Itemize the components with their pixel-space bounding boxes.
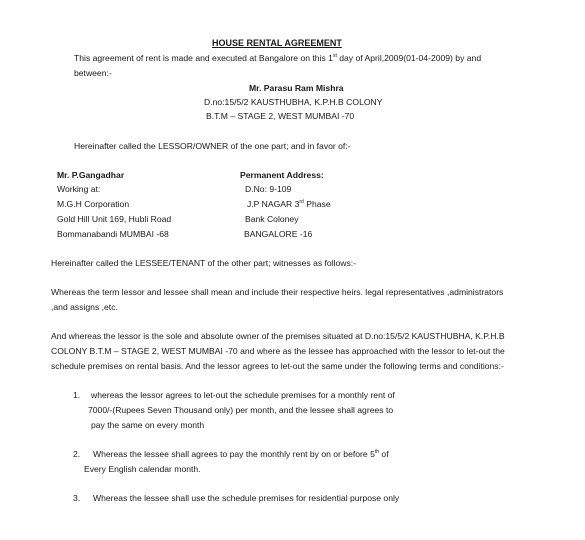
intro-line-1 (74, 53, 481, 64)
term-2-line-1a: Whereas the lessee shall agrees to pay the monthly rent by on or before 5 (93, 449, 375, 459)
lessor-called-text: Hereinafter called the LESSOR/OWNER of the one part; and in favor of:- (74, 141, 351, 151)
lessee-company: M.G.H Corporation (57, 199, 130, 209)
whereas-2-line-3: schedule premises on rental basis. And the lessor agrees to let-out the same under the following terms and conditions:- (51, 361, 504, 371)
document-title: HOUSE RENTAL AGREEMENT (212, 38, 342, 48)
term-3-line-1: Whereas the lessee shall use the schedule premises for residential purpose only (93, 493, 400, 503)
lessor-address-2: B.T.M – STAGE 2, WEST MUMBAI -70 (206, 111, 355, 121)
term-2-line-2: Every English calendar month. (84, 464, 201, 474)
term-1-line-1: whereas the lessor agrees to let-out the schedule premises for a monthly rent of (91, 390, 395, 400)
whereas-2-line-1: And whereas the lessor is the sole and absolute owner of the premises situated at D.no:15/5/2 KAUSTHUBHA, K.P.H.B (51, 331, 505, 341)
intro-line-2: between:- (74, 68, 112, 78)
intro-text-b: day of April,2009(01-04-2009) by and (336, 53, 482, 63)
bottom-fade (0, 506, 585, 540)
lessee-name: Mr. P.Gangadhar (57, 170, 125, 180)
term-3-number: 3. (73, 493, 81, 503)
term-2-line-1b: of (379, 449, 389, 459)
permanent-line-2b: Phase (303, 199, 331, 209)
term-1-line-2: 7000/-(Rupees Seven Thousand only) per month, and the lessee shall agrees to (88, 405, 394, 415)
term-2-line-1 (93, 449, 389, 460)
lessee-called-text: Hereinafter called the LESSEE/TENANT of the other part; witnesses as follows:- (51, 258, 357, 268)
term-1-number: 1. (73, 390, 81, 400)
lessee-working-at: Working at: (57, 184, 101, 194)
permanent-line-2 (247, 199, 331, 210)
permanent-line-4: BANGALORE -16 (244, 229, 313, 239)
intro-text-a: This agreement of rent is made and executed at Bangalore on this 1 (74, 53, 333, 63)
whereas-1-line-2: ,and assigns ,etc. (51, 302, 118, 312)
permanent-line-3: Bank Coloney (245, 214, 299, 224)
intro-sup: st (332, 53, 337, 60)
lessor-address-1: D.no:15/5/2 KAUSTHUBHA, K.P.H.B COLONY (204, 97, 383, 107)
lessor-name: Mr. Parasu Ram Mishra (249, 83, 344, 93)
permanent-line-1: D.No: 9-109 (245, 184, 292, 194)
lessee-road: Gold Hill Unit 169, Hubli Road (57, 214, 172, 224)
whereas-1-line-1: Whereas the term lessor and lessee shall mean and include their respective heirs. legal representatives ,administrators (51, 287, 504, 297)
permanent-line-2a: J.P NAGAR 3 (247, 199, 300, 209)
permanent-sup: rd (299, 199, 304, 206)
term-1-line-3: pay the same on every month (91, 420, 205, 430)
term-2-number: 2. (73, 449, 81, 459)
term-2-sup: th (374, 449, 380, 456)
permanent-address-heading: Permanent Address: (240, 170, 324, 180)
lessee-city: Bommanabandi MUMBAI -68 (57, 229, 169, 239)
whereas-2-line-2: COLONY B.T.M – STAGE 2, WEST MUMBAI -70 and where as the lessee has approached with the lessor to let-out the (51, 346, 505, 356)
